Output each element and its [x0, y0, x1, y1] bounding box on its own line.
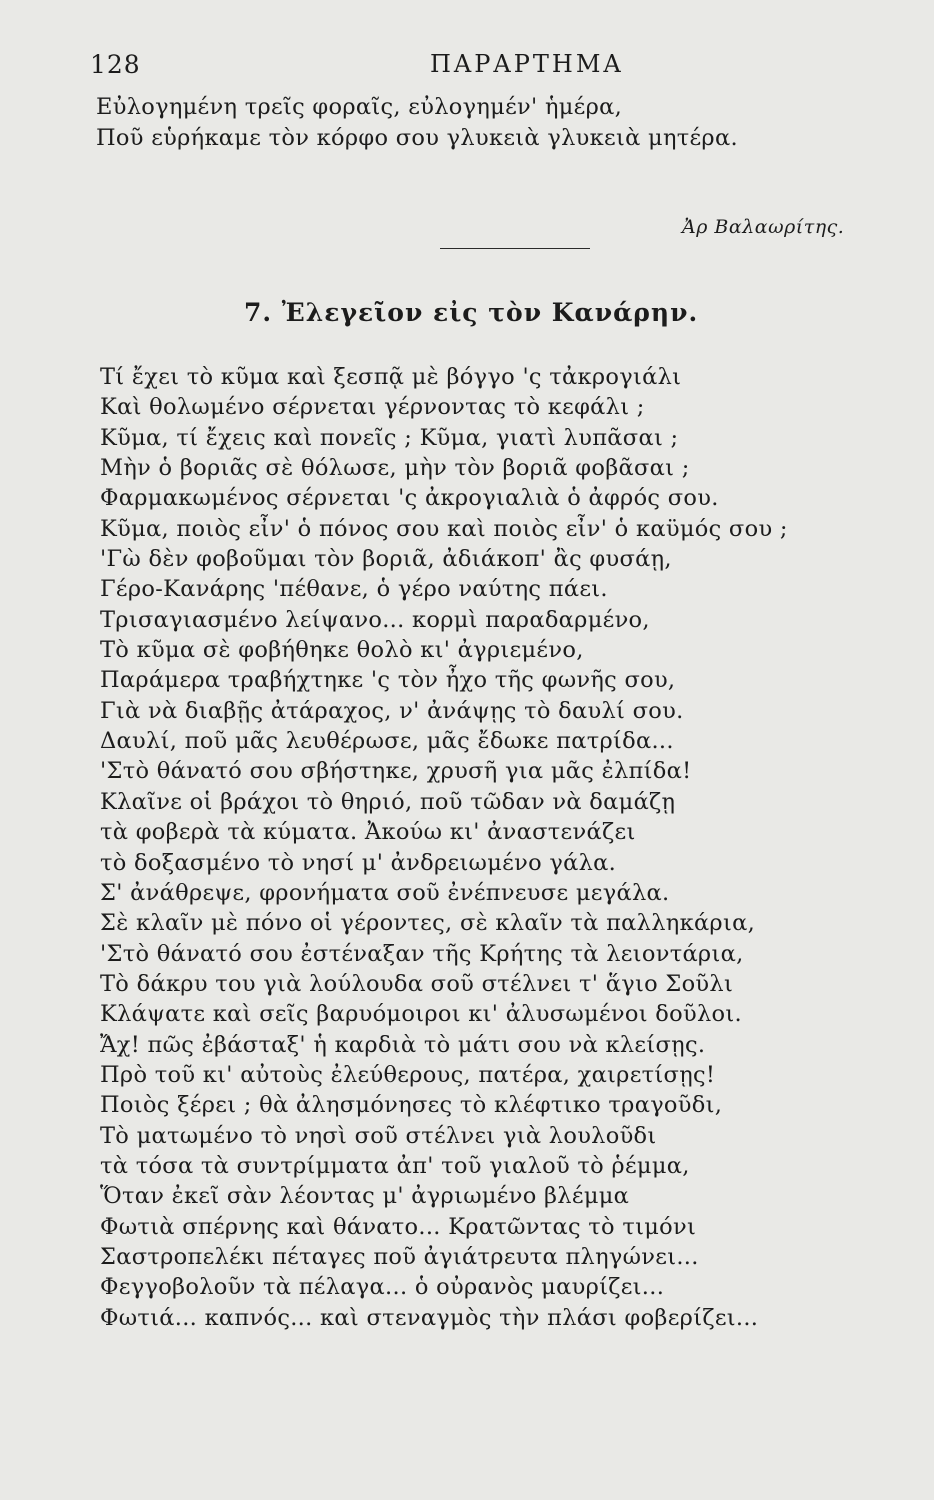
- verse-line: 'Γὼ δὲν φοβοῦμαι τὸν βοριᾶ, ἀδιάκοπ' ἂς φυσάῃ,: [100, 546, 672, 573]
- verse-line: Τὸ δάκρυ του γιὰ λούλουδα σοῦ στέλνει τ' ἅγιο Σοῦλι: [100, 970, 734, 997]
- verse-line: Σὲ κλαῖν μὲ πόνο οἱ γέροντες, σὲ κλαῖν τὰ παλληκάρια,: [100, 910, 756, 937]
- verse-line: τὰ τόσα τὰ συντρίμματα ἀπ' τοῦ γιαλοῦ τὸ ῥέμμα,: [100, 1152, 690, 1179]
- verse-line: Ὅταν ἐκεῖ σὰν λέοντας μ' ἀγριωμένο βλέμμα: [100, 1183, 630, 1210]
- verse-line: Κῦμα, τί ἔχεις καὶ πονεῖς ; Κῦμα, γιατὶ λυπᾶσαι ;: [100, 424, 679, 451]
- verse-line: Σαστροπελέκι πέταγες ποῦ ἀγιάτρευτα πληγώνει...: [100, 1243, 699, 1270]
- verse-line: Ἄχ! πῶς ἐβάσταξ' ἡ καρδιὰ τὸ μάτι σου νὰ κλείσῃς.: [100, 1031, 706, 1058]
- verse-line: τὰ φοβερὰ τὰ κύματα. Ἀκούω κι' ἀναστενάζει: [100, 819, 636, 846]
- verse-line: Τὸ ματωμένο τὸ νησὶ σοῦ στέλνει γιὰ λουλοῦδι: [100, 1122, 657, 1149]
- running-head: ΠΑΡΑΡΤΗΜΑ: [430, 50, 624, 78]
- verse-line: Τί ἔχει τὸ κῦμα καὶ ξεσπᾷ μὲ βόγγο 'ς τἀκρογιάλι: [100, 364, 682, 390]
- verse-line: Παράμερα τραβήχτηκε 'ς τὸν ἦχο τῆς φωνῆς σου,: [100, 667, 676, 694]
- poem-attribution: Ἀρ Βαλαωρίτης.: [682, 216, 845, 238]
- verse-line: Φωτιά... καπνός... καὶ στεναγμὸς τὴν πλάσι φοβερίζει...: [100, 1304, 759, 1331]
- page-header: [90, 50, 850, 86]
- section-divider: [440, 248, 590, 249]
- verse-line: Φεγγοβολοῦν τὰ πέλαγα... ὁ οὐρανὸς μαυρίζει...: [100, 1274, 665, 1301]
- section-title: 7. Ἐλεγεῖον εἰς τὸν Κανάρην.: [244, 298, 699, 327]
- verse-line: 'Στὸ θάνατό σου σβήστηκε, χρυσῆ για μᾶς ἐλπίδα!: [100, 758, 692, 785]
- verse-line: Τρισαγιασμένο λείψανο... κορμὶ παραδαρμένο,: [100, 606, 650, 633]
- verse-line: Ποιὸς ξέρει ; θὰ ἀλησμόνησες τὸ κλέφτικο τραγοῦδι,: [100, 1092, 723, 1119]
- verse-line: Μὴν ὁ βοριᾶς σὲ θόλωσε, μὴν τὸν βοριᾶ φοβᾶσαι ;: [100, 455, 690, 482]
- verse-line: Κλαῖνε οἱ βράχοι τὸ θηριό, ποῦ τῶδαν νὰ δαμάζῃ: [100, 788, 676, 815]
- verse-line: Κῦμα, ποιὸς εἶν' ὁ πόνος σου καὶ ποιὸς εἶν' ὁ καϋμός σου ;: [100, 515, 788, 542]
- verse-line: Πρὸ τοῦ κι' αὐτοὺς ἐλεύθερους, πατέρα, χαιρετίσῃς!: [100, 1061, 716, 1088]
- verse-line: Ποῦ εὑρήκαμε τὸν κόρφο σου γλυκειὰ γλυκειὰ μητέρα.: [96, 125, 738, 151]
- verse-line: Σ' ἀνάθρεψε, φρονήματα σοῦ ἐνέπνευσε μεγάλα.: [100, 879, 670, 906]
- poem-body: [100, 362, 900, 1333]
- verse-line: Φαρμακωμένος σέρνεται 'ς ἀκρογιαλιὰ ὁ ἀφρός σου.: [100, 485, 719, 512]
- verse-line: Κλάψατε καὶ σεῖς βαρυόμοιροι κι' ἀλυσωμένοι δοῦλοι.: [100, 1001, 742, 1028]
- verse-line: 'Στὸ θάνατό σου ἐστέναξαν τῆς Κρήτης τὰ λειοντάρια,: [100, 940, 744, 967]
- verse-line: Εὐλογημένη τρεῖς φοραῖς, εὐλογημέν' ἡμέρα,: [96, 94, 623, 120]
- previous-poem-ending: [96, 92, 876, 154]
- verse-line: Γέρο-Κανάρης 'πέθανε, ὁ γέρο ναύτης πάει.: [100, 576, 608, 603]
- verse-line: Τὸ κῦμα σὲ φοβήθηκε θολὸ κι' ἀγριεμένο,: [100, 637, 584, 664]
- verse-line: Καὶ θολωμένο σέρνεται γέρνοντας τὸ κεφάλι ;: [100, 394, 645, 421]
- verse-line: Δαυλί, ποῦ μᾶς λευθέρωσε, μᾶς ἔδωκε πατρίδα...: [100, 728, 674, 755]
- verse-line: Φωτιὰ σπέρνης καὶ θάνατο... Κρατῶντας τὸ τιμόνι: [100, 1213, 697, 1240]
- verse-line: τὸ δοξασμένο τὸ νησί μ' ἀνδρειωμένο γάλα.: [100, 849, 617, 876]
- verse-line: Γιὰ νὰ διαβῇς ἀτάραχος, ν' ἀνάψῃς τὸ δαυλί σου.: [100, 697, 684, 724]
- page-number: 128: [90, 50, 141, 79]
